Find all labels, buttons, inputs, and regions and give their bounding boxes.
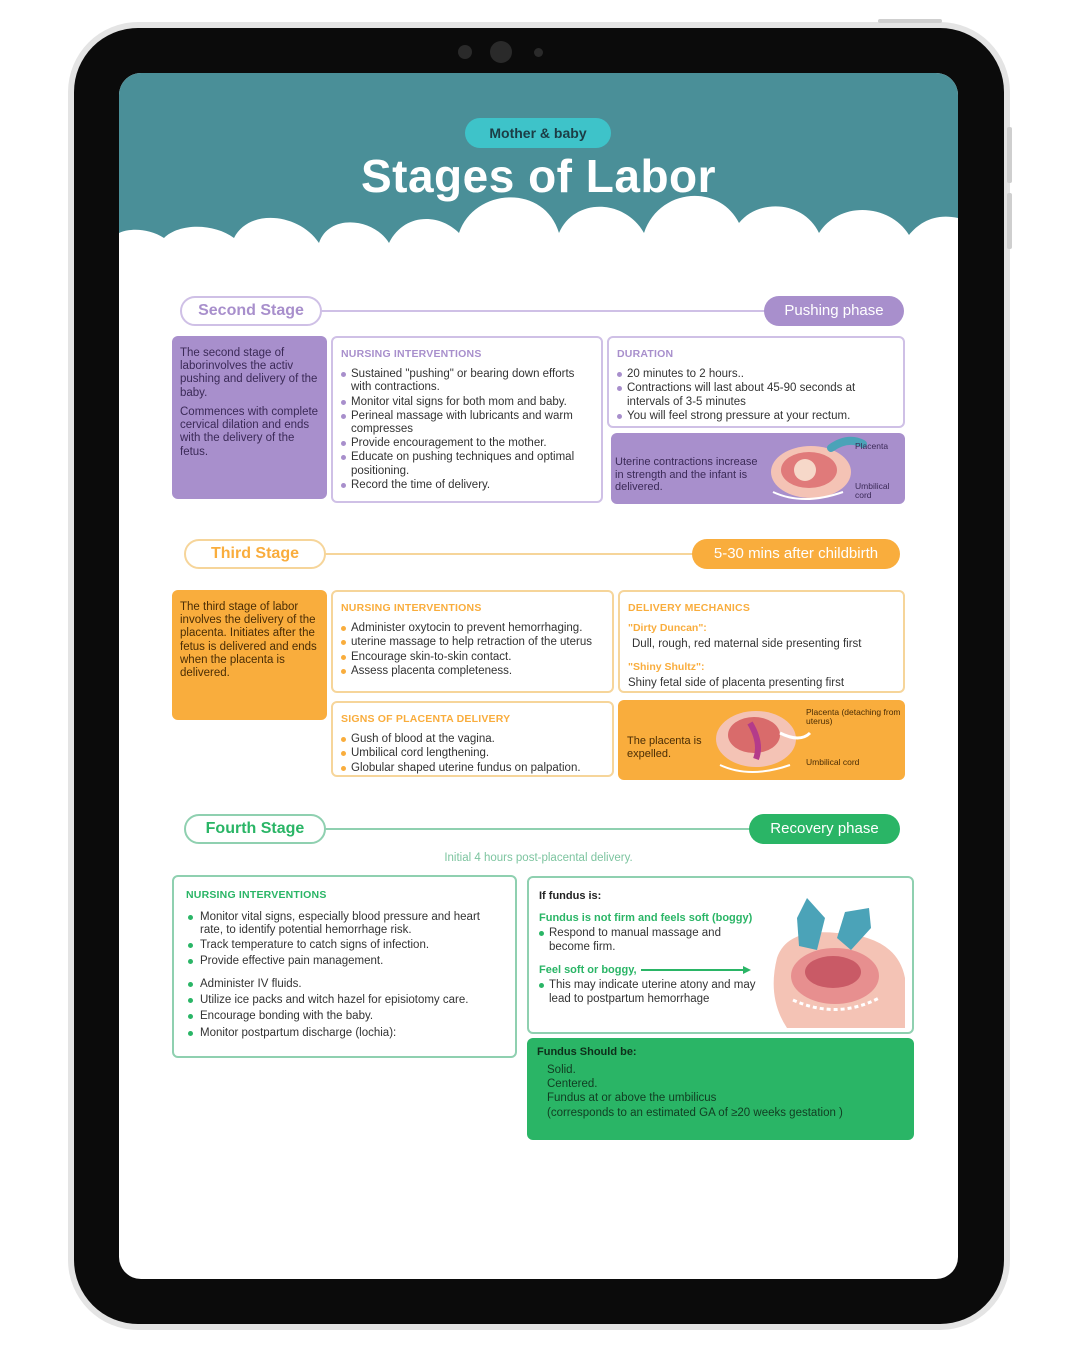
duration-heading: DURATION (617, 348, 674, 360)
umbilical-cord-label: Umbilical cord (855, 481, 890, 501)
illustration-caption: The placenta is expelled. (627, 735, 702, 760)
fundus-case-boggy-list (539, 927, 757, 953)
interventions-heading: NURSING INTERVENTIONS (186, 889, 327, 901)
interventions-list (186, 911, 503, 1040)
third-stage-intro: The third stage of labor involves the delivery of the placenta. Initiates after the fetus is delivered and ends when the placenta is delivered. (172, 590, 327, 720)
list-item: Respond to manual massage and become firm. (539, 927, 757, 953)
umbilical-cord-label: Umbilical cord (806, 757, 860, 767)
fundus-should-be (527, 1038, 914, 1140)
third-stage-timing-badge: 5-30 mins after childbirth (692, 539, 900, 569)
fundus-assessment (527, 876, 914, 1034)
list-item: Administer oxytocin to prevent hemorrhaging. (341, 622, 604, 635)
interventions-heading: NURSING INTERVENTIONS (341, 348, 482, 360)
shiny-shultz-desc: Shiny fetal side of placenta presenting first (628, 677, 845, 690)
camera-light-icon (534, 48, 543, 57)
list-item: Provide encouragement to the mother. (341, 437, 593, 450)
signs-list (341, 733, 604, 775)
should-item: Centered. (547, 1077, 598, 1090)
second-stage-label: Second Stage (180, 296, 322, 326)
list-item: Assess placenta completeness. (341, 665, 604, 678)
category-badge: Mother & baby (465, 118, 611, 148)
camera-lens-icon (490, 41, 512, 63)
delivery-mechanics (618, 590, 905, 693)
list-item: Gush of blood at the vagina. (341, 733, 604, 746)
third-stage-label: Third Stage (184, 539, 326, 569)
tablet-top-button (878, 19, 942, 23)
list-item: Record the time of delivery. (341, 479, 593, 492)
third-stage-interventions (331, 590, 614, 693)
page-title: Stages of Labor (360, 150, 717, 202)
list-item: Perineal massage with lubricants and warm compresses (341, 410, 593, 436)
shiny-shultz-term: "Shiny Shultz": (628, 661, 705, 674)
pushing-phase-badge: Pushing phase (764, 296, 904, 326)
placenta-detaching-label: Placenta (detaching from uterus) (806, 707, 901, 727)
list-item: Umbilical cord lengthening. (341, 747, 604, 760)
list-item: Track temperature to catch signs of infection. (188, 939, 503, 952)
fundus-case-soft-label: Feel soft or boggy, (539, 963, 637, 976)
list-item: uterine massage to help retraction of the uterus (341, 636, 604, 649)
list-item: Provide effective pain management. (188, 955, 503, 968)
list-item: Administer IV fluids. (188, 978, 503, 991)
fundal-massage-illustration (767, 888, 907, 1028)
placenta-expelled-illustration (710, 703, 814, 777)
screen (119, 73, 958, 1279)
interventions-heading: NURSING INTERVENTIONS (341, 602, 482, 614)
list-item: Monitor vital signs, especially blood pressure and heart rate, to identify potential hemorrhage risk. (188, 911, 503, 937)
list-item: Monitor vital signs for both mom and baby. (341, 396, 593, 409)
dirty-duncan-desc: Dull, rough, red maternal side presenting first (632, 638, 862, 651)
third-stage-header (184, 539, 900, 569)
second-stage-illustration-card (611, 433, 905, 504)
list-item: Globular shaped uterine fundus on palpation. (341, 762, 604, 775)
list-item: Contractions will last about 45-90 seconds at intervals of 3-5 minutes (617, 382, 895, 408)
fourth-stage-header (184, 814, 900, 844)
camera-sensor-icon (458, 45, 472, 59)
list-item: Monitor postpartum discharge (lochia): (188, 1027, 503, 1040)
fourth-stage-subtitle: Initial 4 hours post-placental delivery. (444, 852, 633, 864)
fundus-case-soft-list (539, 979, 757, 1005)
interventions-list (341, 368, 593, 492)
should-heading: Fundus Should be: (537, 1046, 637, 1058)
list-item: Encourage skin-to-skin contact. (341, 651, 604, 664)
placenta-delivery-signs (331, 701, 614, 777)
second-stage-interventions (331, 336, 603, 503)
second-stage-header (180, 296, 904, 326)
list-item: Educate on pushing techniques and optimal positioning. (341, 451, 593, 477)
third-stage-divider (324, 553, 704, 555)
list-item: This may indicate uterine atony and may lead to postpartum hemorrhage (539, 979, 757, 1005)
placenta-label: Placenta (855, 441, 889, 451)
fourth-stage-interventions (172, 875, 517, 1058)
fundus-heading: If fundus is: (539, 890, 602, 902)
duration-list (617, 368, 895, 423)
second-stage-divider (320, 310, 770, 312)
illustration-caption: Uterine contractions increase in strength and the infant is delivered. (615, 456, 758, 494)
tablet-volume-down-button (1007, 193, 1012, 249)
third-stage-illustration-card (618, 700, 905, 780)
list-item: You will feel strong pressure at your rectum. (617, 410, 895, 423)
interventions-list (341, 622, 604, 678)
list-item: 20 minutes to 2 hours.. (617, 368, 895, 381)
list-item: Encourage bonding with the baby. (188, 1010, 503, 1023)
second-stage-intro: The second stage of laborinvolves the activ pushing and delivery of the baby. Commences with complete cervical dilation and ends with the delivery of the fetus. (172, 336, 327, 499)
dirty-duncan-term: "Dirty Duncan": (628, 622, 707, 635)
list-item: Sustained "pushing" or bearing down efforts with contractions. (341, 368, 593, 394)
tablet-volume-up-button (1007, 127, 1012, 183)
should-item: Solid. (547, 1063, 576, 1076)
should-item: (corresponds to an estimated GA of ≥20 weeks gestation ) (547, 1107, 843, 1120)
mechanics-heading: DELIVERY MECHANICS (628, 602, 751, 614)
signs-heading: SIGNS OF PLACENTA DELIVERY (341, 713, 511, 725)
should-item: Fundus at or above the umbilicus (547, 1092, 717, 1105)
fundus-case-boggy: Fundus is not firm and feels soft (boggy) (539, 911, 753, 924)
fourth-stage-label: Fourth Stage (184, 814, 326, 844)
arrow-right-icon (641, 965, 751, 975)
second-stage-duration (607, 336, 905, 428)
fourth-stage-divider (324, 828, 764, 830)
list-item: Utilize ice packs and witch hazel for episiotomy care. (188, 994, 503, 1007)
recovery-phase-badge: Recovery phase (749, 814, 900, 844)
